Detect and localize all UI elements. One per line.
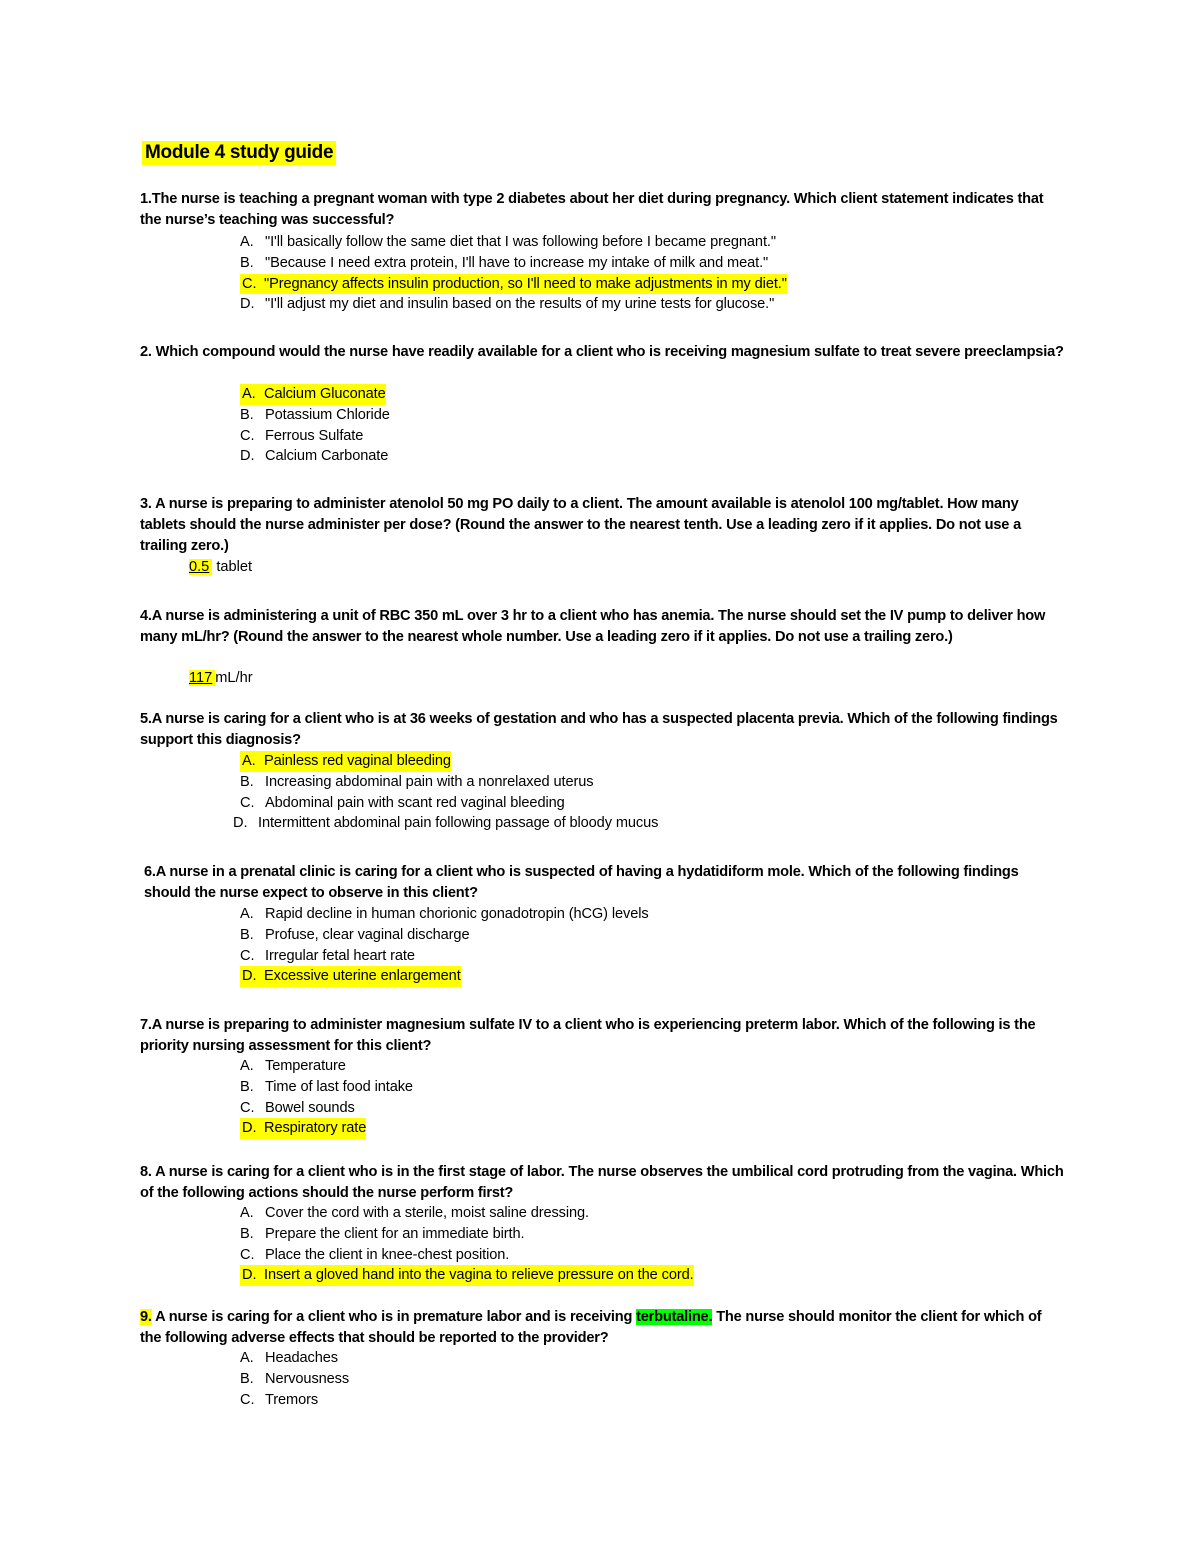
question-9: 9. A nurse is caring for a client who is in premature labor and is receiving terbutaline. The nurse should monitor the client for which of the following adverse effects that should be reported to the provider? — [140, 1309, 1042, 1346]
question-2-options — [240, 384, 390, 467]
answer-3 — [189, 557, 252, 577]
question-1: 1.The nurse is teaching a pregnant woman with type 2 diabetes about her diet during pregnancy. Which client statement indicates that the nurse’s teaching was successful? — [140, 191, 1044, 228]
option-7c: C. Bowel sounds — [240, 1099, 355, 1116]
option-5d: D. Intermittent abdominal pain following passage of bloody mucus — [233, 815, 659, 832]
question-1-options — [240, 232, 787, 315]
question-2: 2. Which compound would the nurse have readily available for a client who is receiving magnesium sulfate to treat severe preeclampsia? — [140, 344, 1064, 360]
answer-4 — [189, 668, 253, 688]
question-9-number: 9. — [140, 1309, 152, 1325]
question-6-options — [240, 904, 649, 987]
option-2a-correct: A. Calcium Gluconate — [240, 384, 386, 405]
option-9b: B. Nervousness — [240, 1370, 350, 1387]
question-6: 6.A nurse in a prenatal clinic is caring for a client who is suspected of having a hydatidiform mole. Which of the following findings should the nurse expect to observe in this client? — [144, 864, 1019, 901]
option-6d-correct: D. Excessive uterine enlargement — [240, 966, 461, 987]
option-6a: A. Rapid decline in human chorionic gonadotropin (hCG) levels — [240, 906, 649, 922]
question-8: 8. A nurse is caring for a client who is in the first stage of labor. The nurse observes the umbilical cord protruding from the vagina. Which of the following actions should the nurse perform first? — [140, 1164, 1064, 1201]
page-title: Module 4 study guide — [142, 141, 336, 165]
option-8c: C. Place the client in knee-chest position. — [240, 1246, 510, 1263]
question-5-options — [233, 751, 659, 834]
option-2d: D. Calcium Carbonate — [240, 448, 389, 465]
question-9-options — [240, 1348, 349, 1410]
option-6b: B. Profuse, clear vaginal discharge — [240, 926, 470, 943]
option-7b: B. Time of last food intake — [240, 1078, 413, 1095]
answer-4-value: 117 — [189, 670, 215, 686]
option-6c: C. Irregular fetal heart rate — [240, 947, 415, 964]
option-7a: A. Temperature — [240, 1058, 346, 1074]
answer-3-unit: tablet — [216, 559, 253, 575]
drug-name-highlight: terbutaline. — [636, 1309, 713, 1325]
option-5a-correct: A. Painless red vaginal bleeding — [240, 751, 451, 772]
option-8d-correct: D. Insert a gloved hand into the vagina to relieve pressure on the cord. — [240, 1265, 694, 1286]
question-7-options — [240, 1056, 413, 1139]
option-2b: B. Potassium Chloride — [240, 406, 390, 423]
option-5b: B. Increasing abdominal pain with a nonrelaxed uterus — [240, 773, 594, 790]
question-7: 7.A nurse is preparing to administer magnesium sulfate IV to a client who is experiencing preterm labor. Which of the following is the priority nursing assessment for this client? — [140, 1017, 1036, 1054]
option-1b: B. "Because I need extra protein, I'll have to increase my intake of milk and meat." — [240, 254, 769, 271]
question-5: 5.A nurse is caring for a client who is at 36 weeks of gestation and who has a suspected placenta previa. Which of the following findings support this diagnosis? — [140, 711, 1058, 748]
question-3: 3. A nurse is preparing to administer atenolol 50 mg PO daily to a client. The amount available is atenolol 100 mg/tablet. How many tablets should the nurse administer per dose? (Round the answer to the nearest tenth. Use a leading zero if it applies. Do not use a trailing zero.) — [140, 496, 1021, 554]
option-7d-correct: D. Respiratory rate — [240, 1118, 366, 1139]
option-1d: D. "I'll adjust my diet and insulin based on the results of my urine tests for glucose." — [240, 296, 775, 313]
option-9c: C. Tremors — [240, 1391, 319, 1408]
answer-4-unit: mL/hr — [215, 670, 253, 686]
question-8-options — [240, 1203, 694, 1286]
option-8b: B. Prepare the client for an immediate birth. — [240, 1225, 525, 1242]
option-9a: A. Headaches — [240, 1350, 338, 1366]
option-1c-correct: C. "Pregnancy affects insulin production, so I'll need to make adjustments in my diet." — [240, 274, 787, 295]
question-4: 4.A nurse is administering a unit of RBC 350 mL over 3 hr to a client who has anemia. The nurse should set the IV pump to deliver how many mL/hr? (Round the answer to the nearest whole number. Use a leading zero if it applies. Do not use a trailing zero.) — [140, 608, 1046, 645]
option-2c: C. Ferrous Sulfate — [240, 427, 364, 444]
answer-3-value: 0.5 — [189, 559, 212, 575]
option-1a: A. "I'll basically follow the same diet that I was following before I became pregnant." — [240, 234, 776, 250]
option-8a: A. Cover the cord with a sterile, moist saline dressing. — [240, 1205, 590, 1221]
option-5c: C. Abdominal pain with scant red vaginal bleeding — [240, 794, 565, 811]
